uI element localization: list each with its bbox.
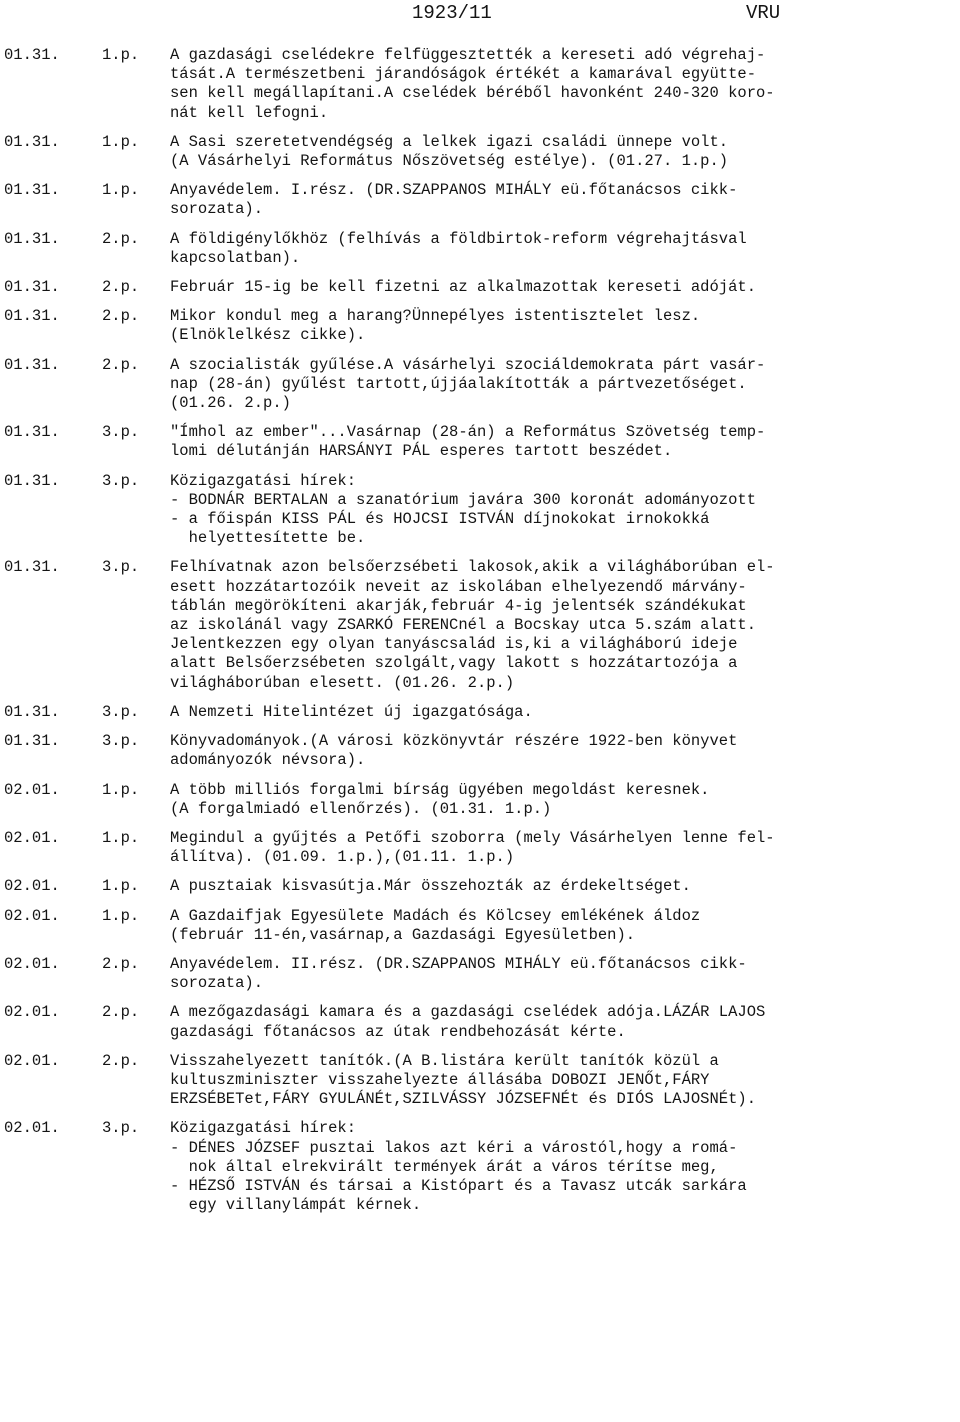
- list-item: [0, 907, 960, 945]
- list-item: [0, 133, 960, 171]
- entry-date: 01.31.: [4, 423, 60, 442]
- entry-text: A gazdasági cselédekre felfüggesztették a kereseti adó végrehaj- tását.A természetbeni járandóságok értékét a kamarával együtte- sen kell megállapítani.A cselédek béréből havonként 240-320 koro- nát kell lefogni.: [170, 46, 775, 122]
- entry-text: A Sasi szeretetvendégség a lelkek igazi családi ünnepe volt. (A Vásárhelyi Református Nőszövetség estélye). (01.27. 1.p.): [170, 132, 729, 171]
- list-item: [0, 230, 960, 268]
- entry-page: 2.p.: [102, 307, 140, 326]
- list-item: [0, 46, 960, 123]
- list-item: [0, 955, 960, 993]
- entry-date: 01.31.: [4, 229, 60, 248]
- list-item: [0, 181, 960, 219]
- entry-page: 3.p.: [102, 702, 140, 721]
- entry-list: [0, 46, 960, 1225]
- list-item: [0, 472, 960, 549]
- entry-date: 02.01.: [4, 828, 60, 847]
- list-item: [0, 1003, 960, 1041]
- entry-date: 01.31.: [4, 558, 60, 577]
- entry-page: 1.p.: [102, 181, 140, 200]
- entry-text: A több milliós forgalmi bírság ügyében megoldást keresnek. (A forgalmiadó ellenőrzés). (01.31. 1.p.): [170, 780, 710, 818]
- document-code: 1923/11: [412, 2, 492, 24]
- entry-text: Anyavédelem. II.rész. (DR.SZAPPANOS MIHÁLY eü.főtanácsos cikk- sorozata).: [170, 954, 747, 993]
- entry-text: A Nemzeti Hitelintézet új igazgatósága.: [170, 702, 533, 721]
- entry-page: 2.p.: [102, 229, 140, 248]
- entry-date: 02.01.: [4, 1051, 60, 1070]
- page-header: [0, 0, 960, 34]
- entry-page: 2.p.: [102, 1051, 140, 1070]
- entry-text: Február 15-ig be kell fizetni az alkalmazottak kereseti adóját.: [170, 278, 756, 297]
- entry-page: 1.p.: [102, 828, 140, 847]
- entry-date: 02.01.: [4, 1003, 60, 1022]
- entry-date: 01.31.: [4, 702, 60, 721]
- entry-page: 2.p.: [102, 954, 140, 973]
- entry-date: 01.31.: [4, 181, 60, 200]
- entry-date: 02.01.: [4, 780, 60, 799]
- entry-page: 3.p.: [102, 423, 140, 442]
- entry-date: 02.01.: [4, 906, 60, 925]
- entry-text: Mikor kondul meg a harang?Ünnepélyes istentisztelet lesz. (Elnöklelkész cikke).: [170, 307, 701, 345]
- list-item: [0, 356, 960, 414]
- entry-date: 02.01.: [4, 1119, 60, 1138]
- entry-text: A földigénylőkhöz (felhívás a földbirtok-reform végrehajtásval kapcsolatban).: [170, 229, 747, 267]
- entry-text: A pusztaiak kisvasútja.Már összehozták az érdekeltséget.: [170, 877, 691, 896]
- entry-text: Közigazgatási hírek: - BODNÁR BERTALAN a szanatórium javára 300 koronát adományozott - a főispán KISS PÁL és HOJCSI ISTVÁN díjnokokat irnokokká helyettesítette be.: [170, 471, 756, 548]
- entry-text: "Ímhol az ember"...Vasárnap (28-án) a Református Szövetség temp- lomi délutánján HARSÁNYI PÁL esperes tartott beszédet.: [170, 423, 766, 461]
- list-item: [0, 1052, 960, 1110]
- entry-date: 01.31.: [4, 307, 60, 326]
- entry-date: 01.31.: [4, 132, 60, 151]
- list-item: [0, 423, 960, 461]
- list-item: [0, 278, 960, 297]
- list-item: [0, 877, 960, 896]
- entry-date: 01.31.: [4, 732, 60, 751]
- entry-text: Visszahelyezett tanítók.(A B.listára került tanítók közül a kultuszminiszter visszahelyezte állásába DOBOZI JENŐt,FÁRY ERZSÉBETet,FÁRY GYULÁNÉt,SZILVÁSSY JÓZSEFNÉt és DIÓS LAJOSNÉt).: [170, 1051, 756, 1109]
- entry-text: A szocialisták gyűlése.A vásárhelyi szociáldemokrata párt vasár- nap (28-án) gyűlést tartott,újjáalakították a pártvezetőséget. (01.26. 2.p.): [170, 355, 766, 413]
- entry-page: 2.p.: [102, 278, 140, 297]
- list-item: [0, 829, 960, 867]
- entry-page: 3.p.: [102, 1119, 140, 1138]
- list-item: [0, 732, 960, 770]
- entry-text: A mezőgazdasági kamara és a gazdasági cselédek adója.LÁZÁR LAJOS gazdasági főtanácsos az útak rendbehozását kérte.: [170, 1003, 766, 1041]
- entry-text: A Gazdaifjak Egyesülete Madách és Kölcsey emlékének áldoz (február 11-én,vasárnap,a Gazdasági Egyesületben).: [170, 906, 701, 944]
- entry-page: 3.p.: [102, 558, 140, 577]
- entry-date: 02.01.: [4, 877, 60, 896]
- entry-page: 2.p.: [102, 355, 140, 374]
- entry-date: 01.31.: [4, 278, 60, 297]
- list-item: [0, 1119, 960, 1215]
- entry-text: Közigazgatási hírek: - DÉNES JÓZSEF pusztai lakos azt kéri a várostól,hogy a romá- nok által elrekvirált termények árát a város térítse meg, - HÉZSŐ ISTVÁN és társai a Kistópart és a Tavasz utcák sarkára egy villanylámpát kérnek.: [170, 1119, 747, 1215]
- entry-page: 2.p.: [102, 1003, 140, 1022]
- entry-date: 01.31.: [4, 46, 60, 64]
- list-item: [0, 781, 960, 819]
- entry-date: 01.31.: [4, 355, 60, 374]
- entry-page: 1.p.: [102, 132, 140, 151]
- list-item: [0, 558, 960, 692]
- entry-text: Anyavédelem. I.rész. (DR.SZAPPANOS MIHÁLY eü.főtanácsos cikk- sorozata).: [170, 181, 738, 219]
- entry-page: 3.p.: [102, 732, 140, 751]
- entry-page: 1.p.: [102, 877, 140, 896]
- entry-page: 1.p.: [102, 906, 140, 925]
- entry-date: 02.01.: [4, 954, 60, 973]
- list-item: [0, 703, 960, 722]
- list-item: [0, 307, 960, 345]
- entry-text: Felhívatnak azon belsőerzsébeti lakosok,akik a világháborúban el- esett hozzátartozóik neveit az iskolában elhelyezendő márvány- táblán megörökíteni akarják,február 4-ig jelentsék szándékukat az iskolánál vagy ZSARKÓ FERENCnél a Bocskay utca 5.szám alatt. Jelentkezzen egy olyan tanyáscsalád is,ki a világháború ideje alatt Belsőerzsébeten szolgált,vagy lakott s hozzátartozója a világháborúban elesett. (01.26. 2.p.): [170, 558, 775, 692]
- entry-text: Könyvadományok.(A városi közkönyvtár részére 1922-ben könyvet adományozók névsora).: [170, 732, 738, 770]
- entry-date: 01.31.: [4, 471, 60, 490]
- entry-text: Megindul a gyűjtés a Petőfi szoborra (mely Vásárhelyen lenne fel- állítva). (01.09. 1.p.),(01.11. 1.p.): [170, 828, 775, 867]
- document-tag: VRU: [746, 2, 781, 24]
- entry-page: 1.p.: [102, 46, 140, 64]
- entry-page: 3.p.: [102, 471, 140, 490]
- entry-page: 1.p.: [102, 780, 140, 799]
